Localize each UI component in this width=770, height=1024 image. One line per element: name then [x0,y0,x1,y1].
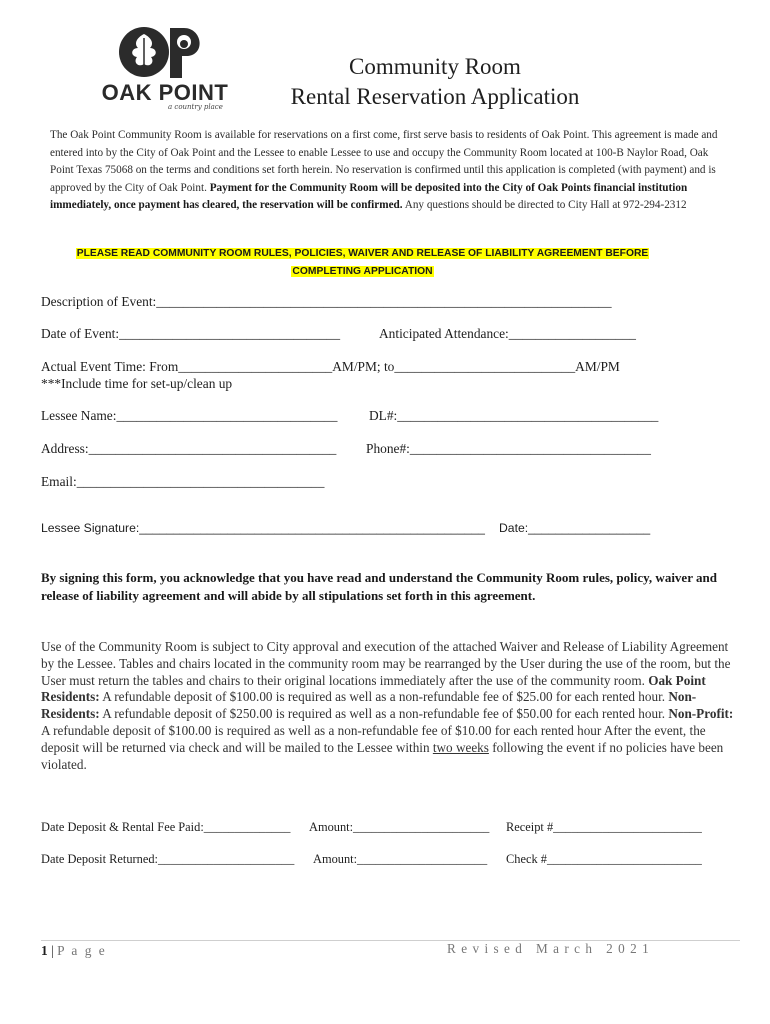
terms-paragraph [41,639,736,773]
phone-field[interactable]: Phone#:____________________________________ [366,441,651,456]
nonprofit-terms: A refundable deposit of $100.00 is required as well as a non-refundable fee of $10.00 for each rented hour After the event, the deposit will be returned via check and will be mailed to the Lessee within [41,722,706,755]
oak-leaf-icon [118,24,212,82]
nonresidents-label: Non-Residents: [41,689,697,722]
event-time-field[interactable]: Actual Event Time: From_______________________AM/PM; to___________________________AM/PM [41,359,620,374]
terms-end: following the event if no policies have been violated. [41,739,724,772]
intro-paragraph [50,127,730,215]
nonresidents-terms: A refundable deposit of $250.00 is required as well as a non-refundable fee of $50.00 for each rented hour. [102,706,666,722]
document-title [262,52,608,112]
receipt-field[interactable]: Receipt #________________________ [506,820,702,834]
residents-terms: A refundable deposit of $100.00 is required as well as a non-refundable fee of $25.00 for each rented hour. [102,689,666,705]
setup-note: ***Include time for set-up/clean up [41,376,233,391]
title-line-2: Rental Reservation Application [290,84,580,109]
lessee-signature-field[interactable]: Lessee Signature:___________________________________________________ [41,521,485,535]
intro-payment-note: Payment for the Community Room will be deposited into the City of Oak Points financial institution immediately, once payment has cleared, the reservation will be confirmed. [50,181,688,211]
page-num: 1 [41,943,48,958]
nonprofit-label: Non-Profit: [668,706,734,722]
page-number [41,943,107,959]
amount-returned-field[interactable]: Amount:_____________________ [313,852,488,866]
read-rules-notice [60,245,665,280]
deposit-paid-field[interactable]: Date Deposit & Rental Fee Paid:______________ [41,820,291,834]
lessee-name-field[interactable]: Lessee Name:_________________________________ [41,408,338,423]
description-field[interactable]: Description of Event:____________________________________________________________________ [41,294,612,309]
revision-date: Revised March 2021 [447,941,655,956]
attendance-field[interactable]: Anticipated Attendance:___________________ [379,326,636,341]
residents-label: Oak Point Residents: [41,672,706,705]
two-weeks-text: two weeks [432,739,489,755]
notice-line-1: PLEASE READ COMMUNITY ROOM RULES, POLICIES, WAIVER AND RELEASE OF LIABILITY AGREEMENT BEFORE [76,248,649,259]
intro-text: The Oak Point Community Room is available for reservations on a first come, first serve basis to residents of Oak Point. This agreement is made and entered into by the City of Oak Point and the Lessee to enable Lessee to use and occupy the Community Room located at 100-B Naylor Road, Oak Point Texas 75068 on the terms and conditions set forth herein. No reservation is confirmed until this application is completed (with payment) and is approved by the City of Oak Point. [50,129,718,194]
address-field[interactable]: Address:_____________________________________ [41,441,337,456]
deposit-returned-field[interactable]: Date Deposit Returned:______________________ [41,852,295,866]
email-field[interactable]: Email:_____________________________________ [41,474,325,489]
title-line-1: Community Room [349,54,521,79]
check-field[interactable]: Check #_________________________ [506,852,702,866]
logo-tagline: a country place [168,103,223,111]
oak-point-logo [90,24,240,110]
event-date-field[interactable]: Date of Event:_________________________________ [41,326,341,341]
notice-line-2: COMPLETING APPLICATION [292,265,433,277]
terms-usage: Use of the Community Room is subject to City approval and execution of the attached Waiver and Release of Liability Agreement by the Lessee. Tables and chairs located in the community room may be rearranged by the User during the use of the room, but the User must return the tables and chairs to their original locations immediately after the use of the community room. [41,639,731,688]
dl-field[interactable]: DL#:_______________________________________ [369,408,659,423]
signature-date-field[interactable]: Date:__________________ [499,521,651,535]
acknowledgement-text: By signing this form, you acknowledge that you have read and understand the Community Room rules, policy, waiver and release of liability agreement and will abide by all stipulations set forth in this agreement. [41,570,717,603]
amount-paid-field[interactable]: Amount:______________________ [309,820,490,834]
page-sep: | [51,943,54,958]
intro-contact: Any questions should be directed to City Hall at 972-294-2312 [404,199,687,211]
logo-wordmark: OAK POINT [101,80,229,105]
page-label: P a g e [57,943,107,958]
